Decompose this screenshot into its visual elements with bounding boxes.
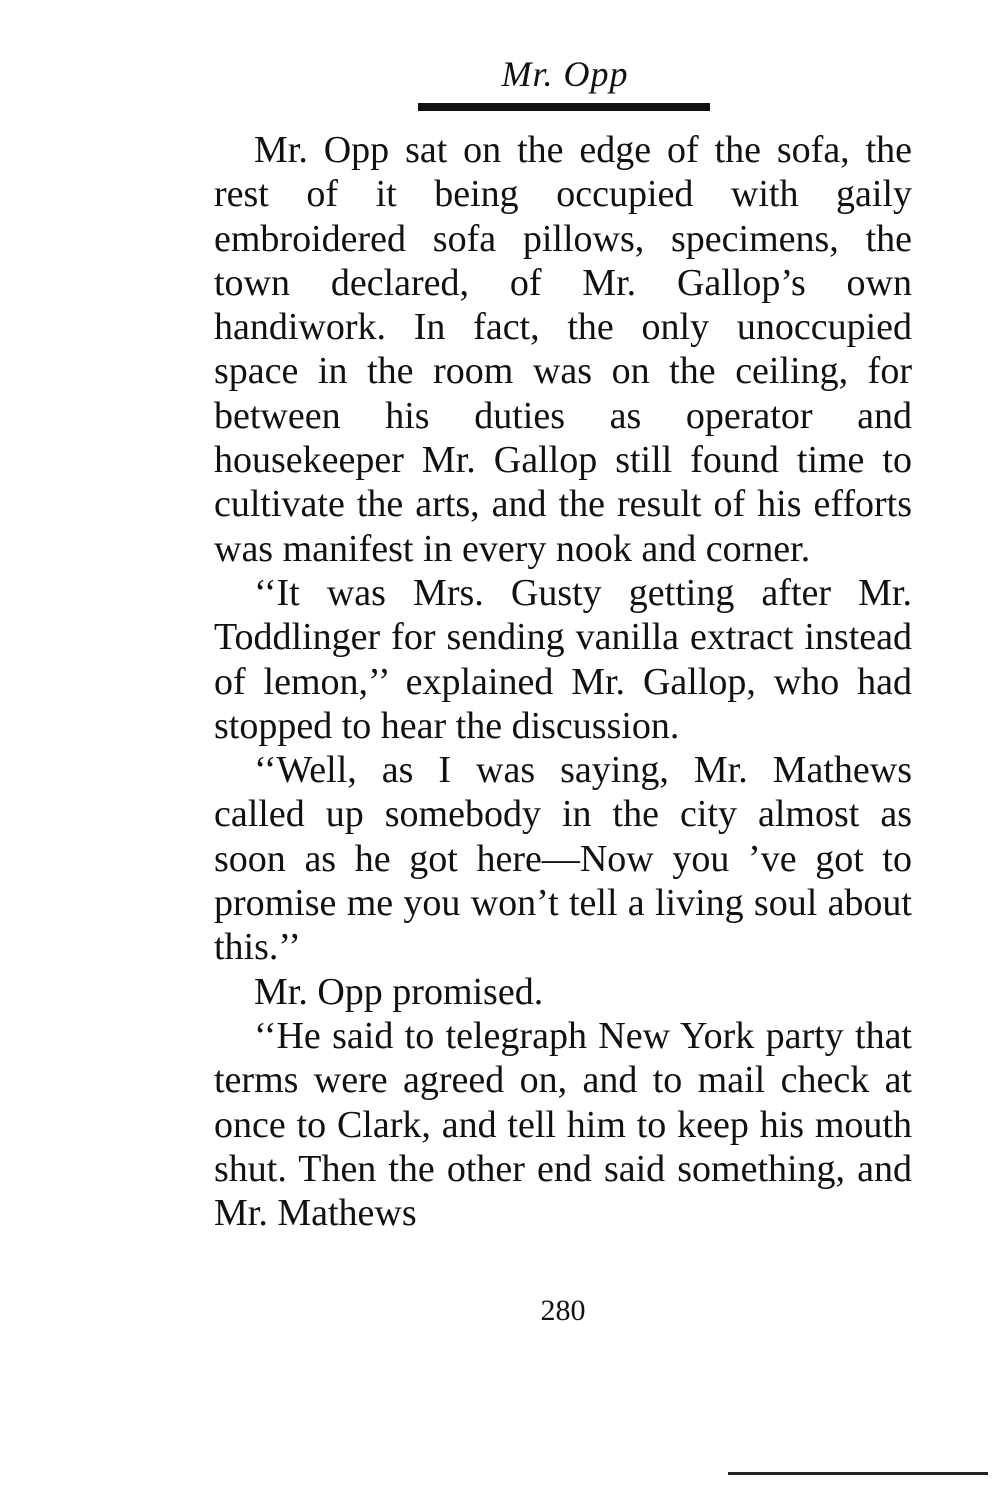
paragraph-2: ‘‘It was Mrs. Gusty getting after Mr. Toddlinger for sending vanilla extract instead of lemon,’’ explained Mr. Gallop, who had stopped to hear the discussion. xyxy=(214,571,912,747)
paragraph-3: ‘‘Well, as I was saying, Mr. Mathews called up somebody in the city almost as soon as he got here—Now you ’ve got to promise me you won’t tell a living soul about this.’’ xyxy=(214,749,912,969)
paragraph-1: Mr. Opp sat on the edge of the sofa, the rest of it being occupied with gaily embroidered sofa pillows, specimens, the town declared, of Mr. Gallop’s own handiwork. In fact, the only unoccupied space in the room was on the ceiling, for between his duties as operator and housekeeper Mr. Gallop still found time to cultivate the arts, and the result of his efforts was manifest in every nook and corner. xyxy=(214,129,912,570)
body-text xyxy=(214,128,912,1235)
paragraph-5: ‘‘He said to telegraph New York party that terms were agreed on, and to mail check at once to Clark, and tell him to keep his mouth shut. Then the other end said something, and Mr. Mathews xyxy=(214,1014,912,1235)
page-number: 280 xyxy=(540,1294,586,1327)
corner-rule xyxy=(728,1472,988,1475)
header-rule xyxy=(418,103,710,111)
paragraph-4: Mr. Opp promised. xyxy=(254,970,544,1013)
running-title: Mr. Opp xyxy=(501,54,629,94)
